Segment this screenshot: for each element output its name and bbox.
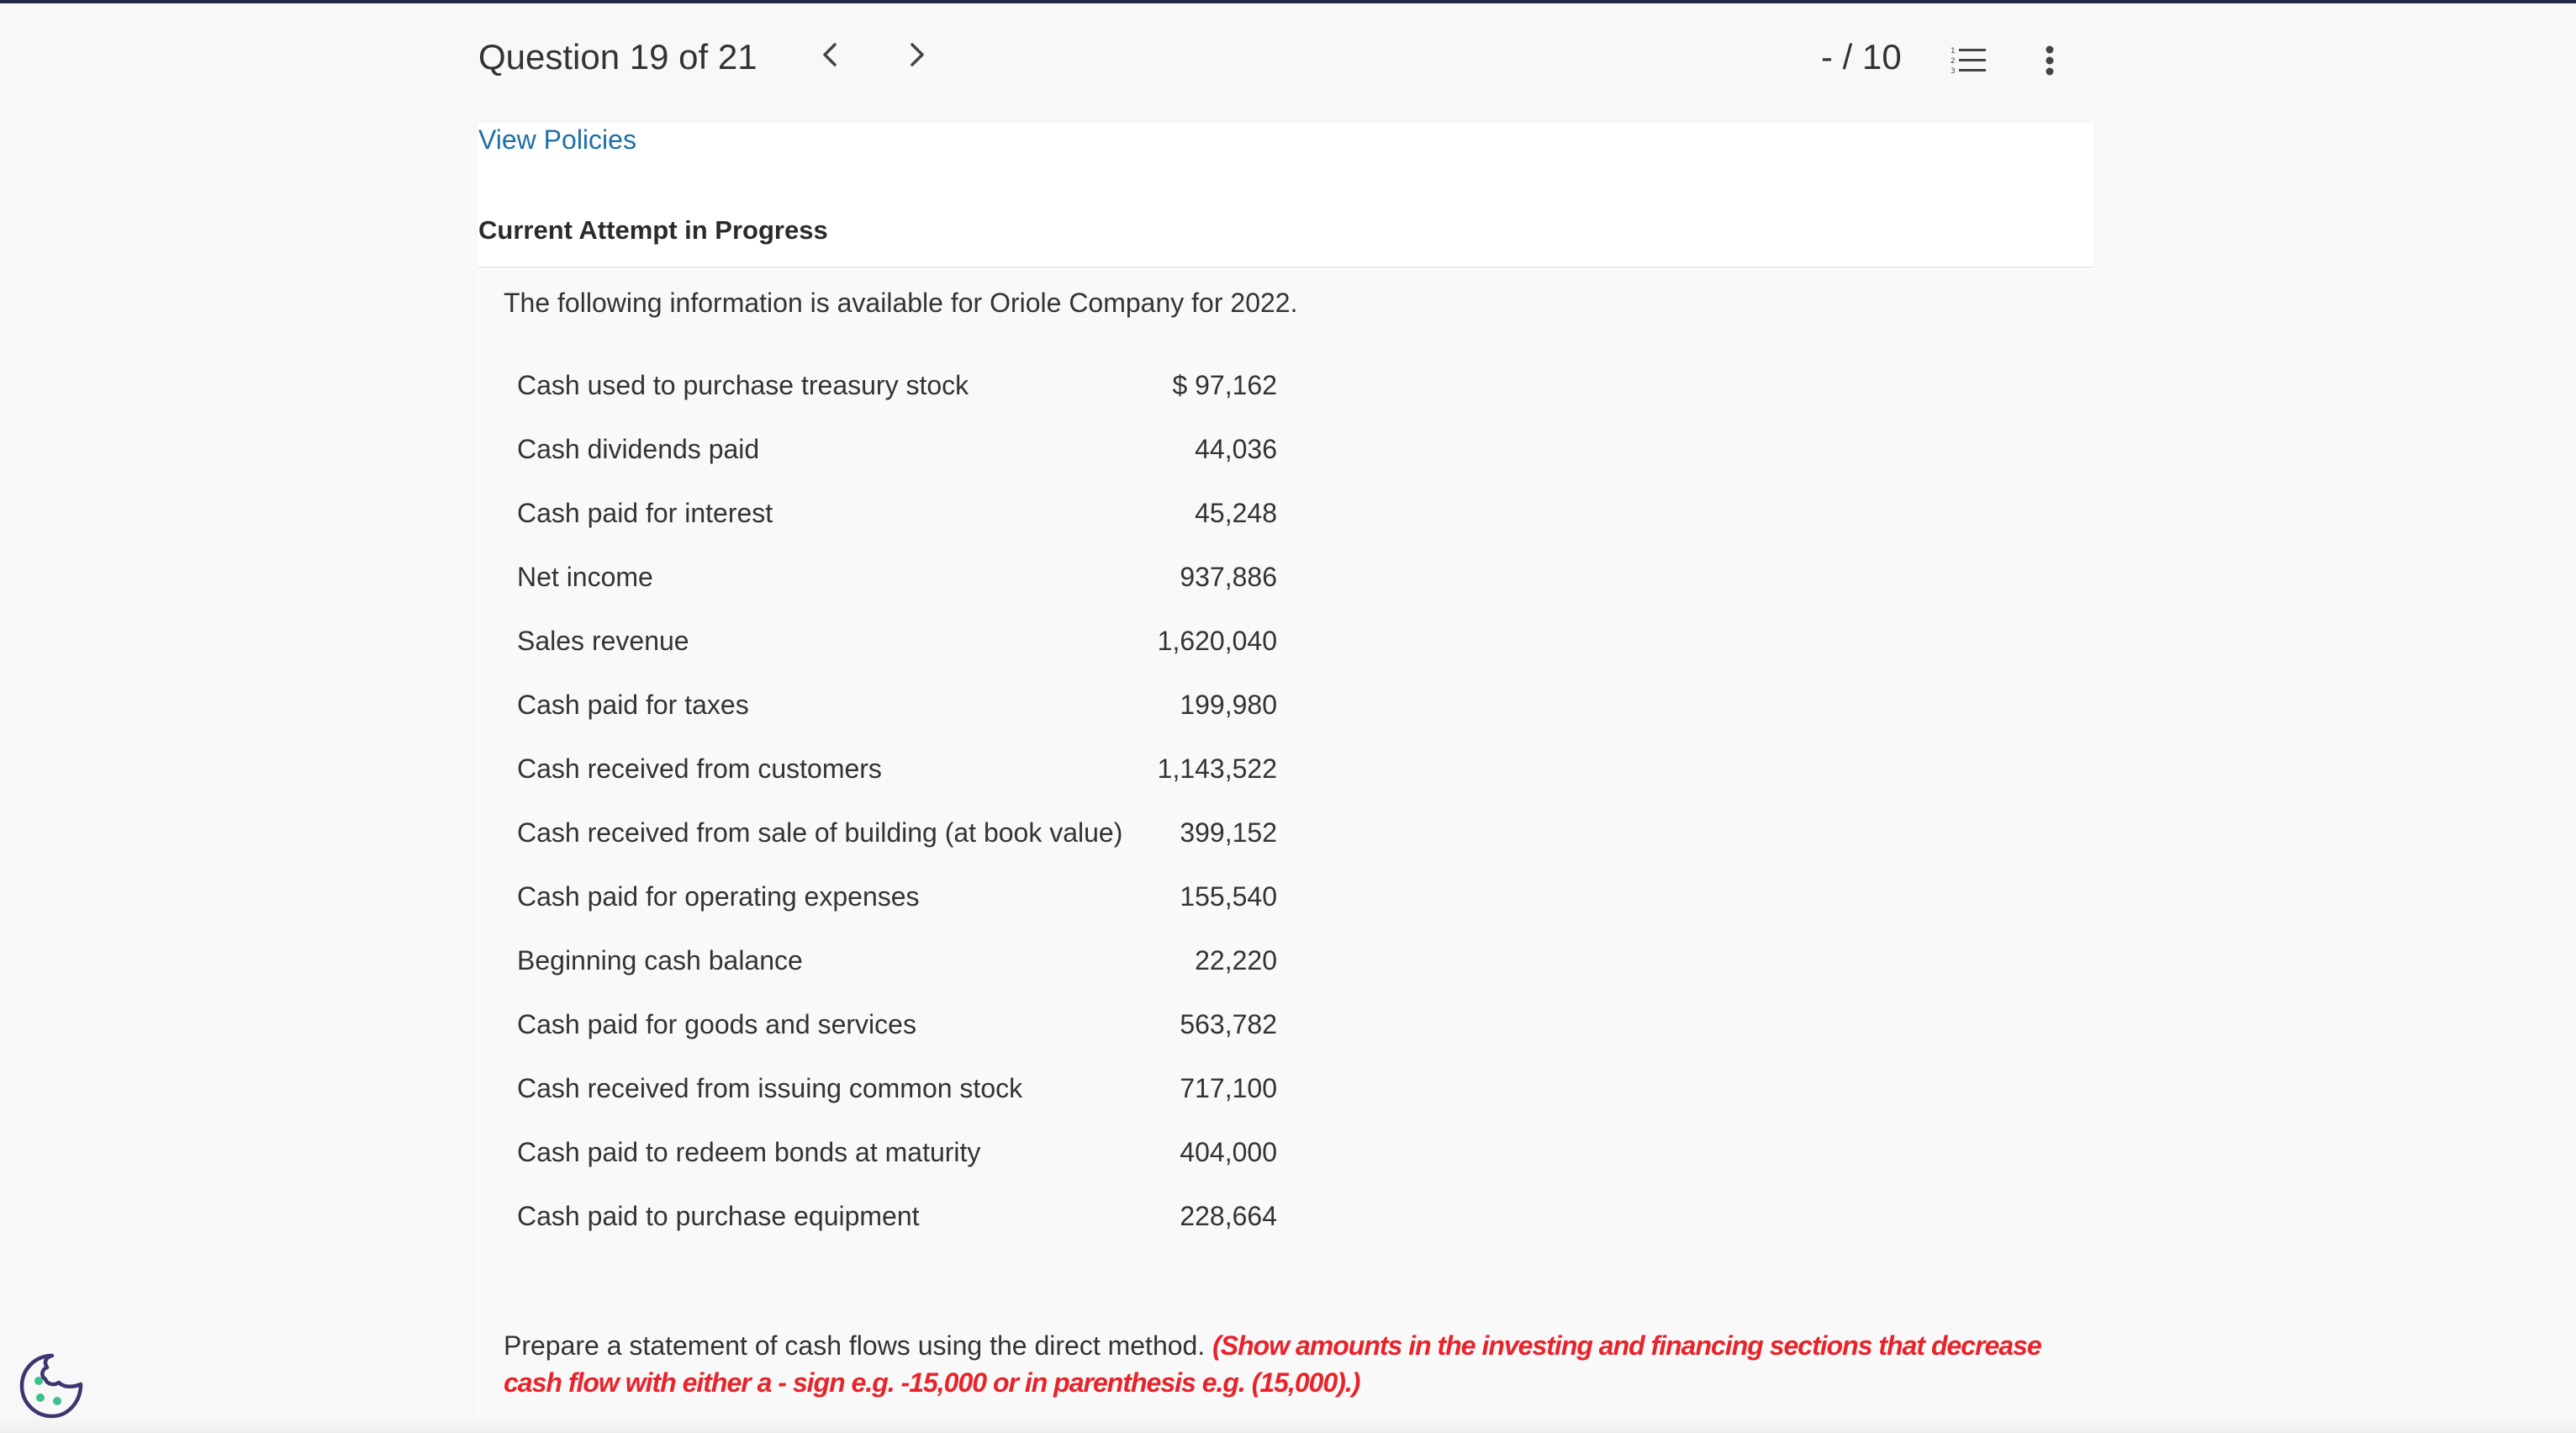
- table-row: [517, 1009, 1277, 1073]
- row-value: 228,664: [1180, 1201, 1277, 1231]
- question-instruction: [504, 1327, 2084, 1401]
- row-value: 45,248: [1195, 498, 1277, 528]
- row-label: Cash paid to purchase equipment: [517, 1201, 920, 1231]
- question-intro: The following information is available for Oriole Company for 2022.: [504, 288, 1298, 318]
- instruction-note: (Show amounts in the investing and financing sections that decrease cash flow with either a - sign e.g. -15,000 or in parenthesis e.g. (15,000).): [504, 1330, 2041, 1398]
- row-label: Cash dividends paid: [517, 434, 760, 464]
- row-value: 563,782: [1180, 1009, 1277, 1039]
- row-label: Cash paid for operating expenses: [517, 881, 920, 912]
- row-label: Cash paid to redeem bonds at maturity: [517, 1137, 981, 1167]
- row-label: Beginning cash balance: [517, 945, 803, 976]
- instruction-text: Prepare a statement of cash flows using the direct method.: [504, 1330, 1206, 1361]
- more-options-button[interactable]: [2045, 45, 2055, 80]
- row-label: Cash received from sale of building (at book value): [517, 817, 1123, 848]
- table-row: [517, 562, 1277, 626]
- table-row: [517, 626, 1277, 690]
- section-divider: [478, 267, 2093, 268]
- row-label: Cash received from customers: [517, 754, 882, 784]
- table-row: [517, 817, 1277, 881]
- svg-text:2: 2: [1950, 57, 1956, 66]
- question-list-button[interactable]: [1950, 45, 1987, 80]
- previous-question-button[interactable]: [809, 34, 851, 76]
- svg-text:3: 3: [1950, 67, 1956, 76]
- table-row: [517, 1073, 1277, 1137]
- table-row: [517, 881, 1277, 945]
- table-row: [517, 1201, 1277, 1265]
- row-label: Cash paid for goods and services: [517, 1009, 916, 1039]
- page-background-right: [2093, 3, 2576, 1433]
- table-row: [517, 434, 1277, 498]
- more-vertical-icon: [2045, 45, 2055, 76]
- row-label: Cash paid for taxes: [517, 690, 749, 720]
- row-value: 199,980: [1180, 690, 1277, 720]
- row-value: 44,036: [1195, 434, 1277, 464]
- row-label: Cash used to purchase treasury stock: [517, 370, 969, 400]
- row-value: 717,100: [1180, 1073, 1277, 1103]
- chevron-right-icon: [908, 42, 926, 67]
- table-row: [517, 370, 1277, 434]
- chevron-left-icon: [821, 42, 839, 67]
- row-value: 1,620,040: [1157, 626, 1277, 656]
- row-value: 937,886: [1180, 562, 1277, 592]
- row-label: Cash received from issuing common stock: [517, 1073, 1023, 1103]
- table-row: [517, 1137, 1277, 1201]
- row-value: 399,152: [1180, 817, 1277, 848]
- row-value: 1,143,522: [1157, 754, 1277, 784]
- numbered-list-icon: [1950, 45, 1987, 76]
- next-question-button[interactable]: [896, 34, 938, 76]
- attempt-heading: Current Attempt in Progress: [478, 215, 828, 245]
- table-row: [517, 754, 1277, 817]
- table-row: [517, 690, 1277, 754]
- view-policies-link[interactable]: View Policies: [478, 124, 636, 155]
- cookie-settings-button[interactable]: [17, 1351, 87, 1421]
- row-label: Sales revenue: [517, 626, 689, 656]
- page-background-left: [0, 3, 478, 1433]
- question-counter: Question 19 of 21: [478, 37, 757, 77]
- row-label: Cash paid for interest: [517, 498, 773, 528]
- table-row: [517, 945, 1277, 1009]
- bottom-fade: [0, 1416, 2576, 1433]
- svg-text:1: 1: [1950, 47, 1956, 56]
- row-value: 22,220: [1195, 945, 1277, 976]
- score-display: - / 10: [1821, 37, 1902, 77]
- row-value: 404,000: [1180, 1137, 1277, 1167]
- cash-flow-data-table: [517, 370, 1277, 1265]
- table-row: [517, 498, 1277, 562]
- row-label: Net income: [517, 562, 653, 592]
- row-value: $ 97,162: [1172, 370, 1277, 400]
- row-value: 155,540: [1180, 881, 1277, 912]
- cookie-icon: [17, 1351, 87, 1421]
